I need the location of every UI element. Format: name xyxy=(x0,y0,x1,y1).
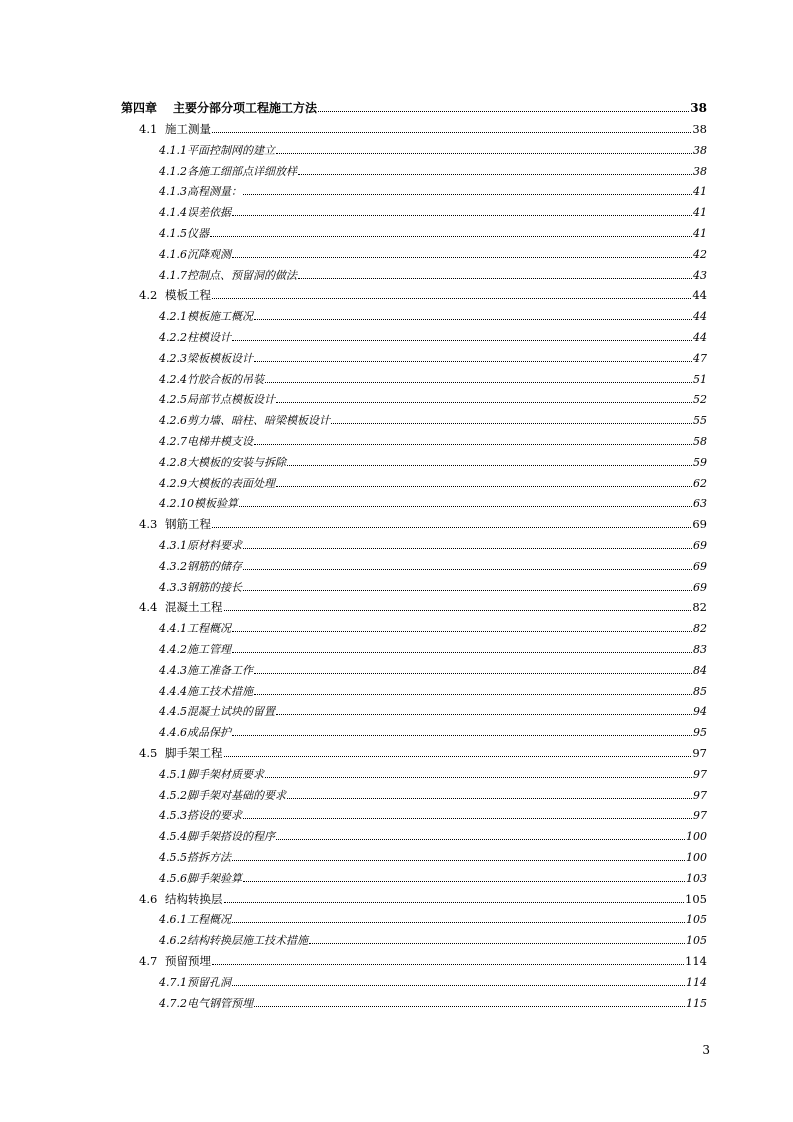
toc-entry-page: 44 xyxy=(692,288,707,303)
toc-entry-number: 4.6.1 xyxy=(159,913,187,927)
toc-entry-number: 4.7.2 xyxy=(159,996,187,1010)
toc-subsection-entry[interactable] xyxy=(0,615,793,636)
toc-entry-label xyxy=(159,830,275,843)
toc-entry-number: 第四章 xyxy=(121,101,158,116)
toc-entry-page: 82 xyxy=(693,622,707,636)
toc-entry-page: 69 xyxy=(693,539,707,553)
toc-subsection-entry[interactable] xyxy=(0,823,793,844)
toc-entry-number: 4.4 xyxy=(139,600,158,615)
dot-leader xyxy=(232,652,692,653)
toc-entry-title: 混凝土试块的留置 xyxy=(187,705,275,719)
toc-section-entry[interactable] xyxy=(0,511,793,532)
toc-entry-title: 仪器 xyxy=(187,227,209,241)
toc-entry-title: 预留孔洞 xyxy=(187,975,231,989)
toc-entry-label xyxy=(159,726,231,739)
toc-entry-label xyxy=(139,747,223,760)
toc-subsection-entry[interactable] xyxy=(0,448,793,469)
toc-entry-title: 模板工程 xyxy=(165,288,211,303)
dot-leader xyxy=(287,465,692,466)
toc-entry-number: 4.2.1 xyxy=(159,310,187,324)
toc-entry-label xyxy=(139,289,211,302)
toc-subsection-entry[interactable] xyxy=(0,199,793,220)
toc-subsection-entry[interactable] xyxy=(0,927,793,948)
dot-leader xyxy=(254,444,692,445)
toc-subsection-entry[interactable] xyxy=(0,968,793,989)
toc-subsection-entry[interactable] xyxy=(0,677,793,698)
toc-entry-title: 成品保护 xyxy=(187,726,231,740)
toc-entry-page: 51 xyxy=(693,372,707,386)
toc-subsection-entry[interactable] xyxy=(0,240,793,261)
toc-entry-label xyxy=(139,893,223,906)
toc-entry-page: 85 xyxy=(693,684,707,698)
toc-entry-page: 95 xyxy=(693,726,707,740)
toc-entry-label xyxy=(139,123,211,136)
toc-entry-title: 施工技术措施 xyxy=(187,684,253,698)
toc-entry-title: 沉降观测 xyxy=(187,247,231,261)
toc-entry-page: 41 xyxy=(693,206,707,220)
toc-entry-page: 52 xyxy=(693,393,707,407)
toc-section-entry[interactable] xyxy=(0,282,793,303)
toc-entry-page: 41 xyxy=(693,185,707,199)
dot-leader xyxy=(232,735,692,736)
toc-section-entry[interactable] xyxy=(0,115,793,136)
toc-entry-label xyxy=(159,456,286,469)
toc-entry-number: 4.2.9 xyxy=(159,476,187,490)
toc-entry-title: 钢筋工程 xyxy=(165,517,211,532)
dot-leader xyxy=(309,943,685,944)
dot-leader xyxy=(331,423,692,424)
dot-leader xyxy=(224,756,692,757)
toc-entry-label xyxy=(139,955,211,968)
toc-entry-number: 4.5.4 xyxy=(159,830,187,844)
toc-entry-title: 竹胶合板的吊装 xyxy=(187,372,264,386)
toc-entry-number: 4.1.6 xyxy=(159,247,187,261)
toc-entry-number: 4.2.8 xyxy=(159,455,187,469)
dot-leader xyxy=(254,319,692,320)
dot-leader xyxy=(298,278,692,279)
toc-subsection-entry[interactable] xyxy=(0,760,793,781)
toc-entry-title: 脚手架材质要求 xyxy=(187,767,264,781)
dot-leader xyxy=(265,382,692,383)
toc-subsection-entry[interactable] xyxy=(0,219,793,240)
dot-leader xyxy=(276,839,685,840)
toc-entry-number: 4.2.2 xyxy=(159,331,187,345)
dot-leader xyxy=(254,673,692,674)
page-number: 3 xyxy=(702,1043,710,1057)
toc-entry-title: 主要分部分项工程施工方法 xyxy=(173,101,318,116)
toc-subsection-entry[interactable] xyxy=(0,781,793,802)
toc-subsection-entry[interactable] xyxy=(0,552,793,573)
toc-entry-title: 电气钢管预埋 xyxy=(187,996,253,1010)
toc-subsection-entry[interactable] xyxy=(0,656,793,677)
toc-entry-title: 施工测量 xyxy=(165,122,211,137)
toc-subsection-entry[interactable] xyxy=(0,365,793,386)
toc-entry-label xyxy=(159,206,231,219)
toc-entry-number: 4.5.2 xyxy=(159,788,187,802)
dot-leader xyxy=(287,798,692,799)
toc-entry-number: 4.3.1 xyxy=(159,539,187,553)
toc-entry-label xyxy=(159,144,275,157)
toc-entry-title: 脚手架对基础的要求 xyxy=(187,788,286,802)
toc-subsection-entry[interactable] xyxy=(0,698,793,719)
toc-entry-page: 38 xyxy=(690,101,707,116)
dot-leader xyxy=(232,215,692,216)
dot-leader xyxy=(298,174,692,175)
toc-entry-number: 4.5.3 xyxy=(159,809,187,823)
dot-leader xyxy=(276,402,692,403)
toc-entry-title: 误差依据 xyxy=(187,206,231,220)
toc-subsection-entry[interactable] xyxy=(0,261,793,282)
dot-leader xyxy=(254,694,692,695)
toc-entry-page: 69 xyxy=(693,559,707,573)
toc-entry-number: 4.1.7 xyxy=(159,268,187,282)
toc-entry-label xyxy=(121,102,317,115)
toc-subsection-entry[interactable] xyxy=(0,344,793,365)
toc-entry-label xyxy=(159,269,297,282)
dot-leader xyxy=(276,153,692,154)
toc-entry-label xyxy=(159,393,275,406)
toc-entry-number: 4.4.5 xyxy=(159,705,187,719)
dot-leader xyxy=(232,860,685,861)
toc-entry-page: 103 xyxy=(686,871,707,885)
toc-entry-title: 大模板的表面处理 xyxy=(187,476,275,490)
toc-entry-page: 44 xyxy=(693,331,707,345)
dot-leader xyxy=(232,631,692,632)
toc-entry-number: 4.2.5 xyxy=(159,393,187,407)
toc-entry-number: 4.1.5 xyxy=(159,227,187,241)
toc-entry-number: 4.1 xyxy=(139,122,158,137)
toc-entry-page: 47 xyxy=(693,351,707,365)
toc-subsection-entry[interactable] xyxy=(0,178,793,199)
toc-entry-title: 结构转换层施工技术措施 xyxy=(187,934,308,948)
toc-entry-page: 100 xyxy=(686,830,707,844)
dot-leader xyxy=(243,881,685,882)
toc-entry-page: 84 xyxy=(693,663,707,677)
toc-entry-page: 97 xyxy=(692,746,707,761)
toc-entry-label xyxy=(139,601,223,614)
toc-subsection-entry[interactable] xyxy=(0,864,793,885)
toc-entry-number: 4.5 xyxy=(139,746,158,761)
toc-entry-number: 4.2.3 xyxy=(159,351,187,365)
toc-entry-page: 105 xyxy=(686,934,707,948)
toc-entry-page: 38 xyxy=(692,122,707,137)
toc-entry-title: 模板验算 xyxy=(194,497,238,511)
dot-leader xyxy=(232,340,692,341)
toc-section-entry[interactable] xyxy=(0,947,793,968)
toc-subsection-entry[interactable] xyxy=(0,303,793,324)
dot-leader xyxy=(254,1006,685,1007)
toc-entry-title: 预留预埋 xyxy=(165,954,211,969)
toc-entry-number: 4.5.5 xyxy=(159,851,187,865)
toc-entry-title: 钢筋的储存 xyxy=(187,559,242,573)
dot-leader xyxy=(276,486,692,487)
toc-entry-label xyxy=(159,934,308,947)
toc-entry-title: 钢筋的接长 xyxy=(187,580,242,594)
toc-entry-number: 4.2.7 xyxy=(159,435,187,449)
toc-entry-title: 平面控制网的建立 xyxy=(187,143,275,157)
toc-subsection-entry[interactable] xyxy=(0,531,793,552)
toc-entry-title: 施工准备工作 xyxy=(187,663,253,677)
toc-chapter-entry[interactable] xyxy=(0,95,793,116)
toc-entry-title: 搭拆方法 xyxy=(187,851,231,865)
toc-entry-label xyxy=(139,518,211,531)
toc-entry-label xyxy=(159,789,286,802)
toc-entry-number: 4.1.3 xyxy=(159,185,187,199)
toc-entry-label xyxy=(159,497,238,510)
toc-entry-page: 114 xyxy=(686,975,707,989)
toc-entry-page: 94 xyxy=(693,705,707,719)
toc-entry-number: 4.1.1 xyxy=(159,143,187,157)
toc-entry-page: 41 xyxy=(693,227,707,241)
toc-entry-label xyxy=(159,414,330,427)
toc-subsection-entry[interactable] xyxy=(0,802,793,823)
toc-entry-label xyxy=(159,331,231,344)
toc-entry-label xyxy=(159,664,253,677)
toc-entry-page: 100 xyxy=(686,851,707,865)
toc-entry-page: 69 xyxy=(693,580,707,594)
toc-entry-page: 115 xyxy=(686,996,707,1010)
toc-entry-label xyxy=(159,913,231,926)
toc-entry-page: 38 xyxy=(693,143,707,157)
toc-entry-number: 4.4.2 xyxy=(159,643,187,657)
toc-entry-label xyxy=(159,976,231,989)
toc-entry-label xyxy=(159,997,253,1010)
toc-entry-number: 4.4.3 xyxy=(159,663,187,677)
toc-entry-label xyxy=(159,435,253,448)
toc-entry-page: 62 xyxy=(693,476,707,490)
toc-entry-label xyxy=(159,581,242,594)
toc-entry-title: 柱模设计 xyxy=(187,331,231,345)
toc-entry-number: 4.3.2 xyxy=(159,559,187,573)
toc-entry-page: 97 xyxy=(693,767,707,781)
toc-entry-page: 38 xyxy=(693,164,707,178)
dot-leader xyxy=(243,569,692,570)
toc-subsection-entry[interactable] xyxy=(0,323,793,344)
toc-entry-label xyxy=(159,768,264,781)
toc-entry-number: 4.2.10 xyxy=(159,497,194,511)
toc-entry-label xyxy=(159,643,231,656)
toc-entry-page: 42 xyxy=(693,247,707,261)
toc-entry-label xyxy=(159,227,209,240)
toc-entry-number: 4.5.6 xyxy=(159,871,187,885)
toc-entry-title: 高程测量： xyxy=(187,185,242,199)
toc-entry-title: 模板施工概况 xyxy=(187,310,253,324)
toc-subsection-entry[interactable] xyxy=(0,427,793,448)
toc-entry-number: 4.2.6 xyxy=(159,414,187,428)
toc-entry-label xyxy=(159,705,275,718)
dot-leader xyxy=(243,818,692,819)
dot-leader xyxy=(254,361,692,362)
toc-entry-title: 施工管理 xyxy=(187,643,231,657)
toc-entry-page: 97 xyxy=(693,809,707,823)
toc-entry-title: 工程概况 xyxy=(187,622,231,636)
dot-leader xyxy=(232,985,685,986)
toc-entry-label xyxy=(159,539,242,552)
dot-leader xyxy=(239,506,692,507)
toc-entry-title: 梁板模板设计 xyxy=(187,351,253,365)
toc-subsection-entry[interactable] xyxy=(0,989,793,1010)
dot-leader xyxy=(243,548,692,549)
toc-subsection-entry[interactable] xyxy=(0,635,793,656)
toc-subsection-entry[interactable] xyxy=(0,906,793,927)
dot-leader xyxy=(212,298,691,299)
toc-entry-number: 4.5.1 xyxy=(159,767,187,781)
toc-entry-title: 脚手架验算 xyxy=(187,871,242,885)
dot-leader xyxy=(224,902,685,903)
dot-leader xyxy=(318,111,689,112)
toc-entry-label xyxy=(159,373,264,386)
toc-subsection-entry[interactable] xyxy=(0,407,793,428)
toc-subsection-entry[interactable] xyxy=(0,573,793,594)
toc-entry-page: 43 xyxy=(693,268,707,282)
dot-leader xyxy=(212,964,684,965)
toc-section-entry[interactable] xyxy=(0,739,793,760)
toc-entry-number: 4.6 xyxy=(139,891,158,906)
toc-entry-page: 97 xyxy=(693,788,707,802)
toc-entry-page: 58 xyxy=(693,435,707,449)
toc-entry-page: 83 xyxy=(693,643,707,657)
toc-entry-page: 44 xyxy=(693,310,707,324)
toc-subsection-entry[interactable] xyxy=(0,843,793,864)
toc-subsection-entry[interactable] xyxy=(0,136,793,157)
toc-entry-title: 大模板的安装与拆除 xyxy=(187,455,286,469)
toc-entry-number: 4.4.4 xyxy=(159,684,187,698)
toc-subsection-entry[interactable] xyxy=(0,157,793,178)
toc-entry-label xyxy=(159,809,242,822)
toc-entry-title: 混凝土工程 xyxy=(165,600,223,615)
toc-subsection-entry[interactable] xyxy=(0,386,793,407)
toc-subsection-entry[interactable] xyxy=(0,719,793,740)
dot-leader xyxy=(212,132,691,133)
toc-entry-label xyxy=(159,248,231,261)
toc-entry-title: 搭设的要求 xyxy=(187,809,242,823)
toc-entry-page: 82 xyxy=(692,600,707,615)
toc-entry-title: 电梯井模支设 xyxy=(187,435,253,449)
toc-entry-label xyxy=(159,851,231,864)
toc-entry-title: 控制点、预留洞的做法 xyxy=(187,268,297,282)
toc-entry-title: 工程概况 xyxy=(187,913,231,927)
toc-entry-title: 脚手架搭设的程序 xyxy=(187,830,275,844)
toc-entry-number: 4.7 xyxy=(139,954,158,969)
dot-leader xyxy=(212,527,691,528)
dot-leader xyxy=(243,590,692,591)
toc-entry-label xyxy=(159,622,231,635)
dot-leader xyxy=(210,236,692,237)
toc-entry-number: 4.3 xyxy=(139,517,158,532)
toc-entry-label xyxy=(159,352,253,365)
dot-leader xyxy=(243,194,692,195)
toc-entry-label xyxy=(159,185,242,198)
toc-entry-number: 4.7.1 xyxy=(159,975,187,989)
toc-entry-page: 105 xyxy=(686,913,707,927)
toc-entry-number: 4.1.4 xyxy=(159,206,187,220)
dot-leader xyxy=(232,922,685,923)
toc-entry-number: 4.6.2 xyxy=(159,934,187,948)
toc-entry-number: 4.3.3 xyxy=(159,580,187,594)
toc-entry-page: 63 xyxy=(693,497,707,511)
toc-entry-page: 105 xyxy=(685,891,707,906)
dot-leader xyxy=(224,610,692,611)
dot-leader xyxy=(232,257,692,258)
toc-entry-title: 脚手架工程 xyxy=(165,746,223,761)
toc-entry-title: 原材料要求 xyxy=(187,539,242,553)
toc-entry-title: 剪力墙、暗柱、暗梁模板设计 xyxy=(187,414,330,428)
toc-entry-number: 4.2.4 xyxy=(159,372,187,386)
toc-entry-label xyxy=(159,477,275,490)
dot-leader xyxy=(265,777,692,778)
toc-entry-title: 结构转换层 xyxy=(165,891,223,906)
toc-subsection-entry[interactable] xyxy=(0,490,793,511)
toc-entry-label xyxy=(159,165,297,178)
toc-entry-page: 114 xyxy=(685,954,707,969)
toc-entry-label xyxy=(159,685,253,698)
toc-section-entry[interactable] xyxy=(0,885,793,906)
toc-entry-label xyxy=(159,310,253,323)
toc-entry-number: 4.2 xyxy=(139,288,158,303)
toc-entry-title: 各施工细部点详细放样 xyxy=(187,164,297,178)
toc-entry-number: 4.4.1 xyxy=(159,622,187,636)
toc-entry-label xyxy=(159,560,242,573)
toc-entry-label xyxy=(159,872,242,885)
toc-entry-number: 4.1.2 xyxy=(159,164,187,178)
toc-entry-page: 59 xyxy=(693,455,707,469)
toc-entry-page: 69 xyxy=(692,517,707,532)
toc-subsection-entry[interactable] xyxy=(0,469,793,490)
toc-entry-page: 55 xyxy=(693,414,707,428)
toc-section-entry[interactable] xyxy=(0,594,793,615)
toc-entry-number: 4.4.6 xyxy=(159,726,187,740)
dot-leader xyxy=(276,714,692,715)
toc-entry-title: 局部节点模板设计 xyxy=(187,393,275,407)
